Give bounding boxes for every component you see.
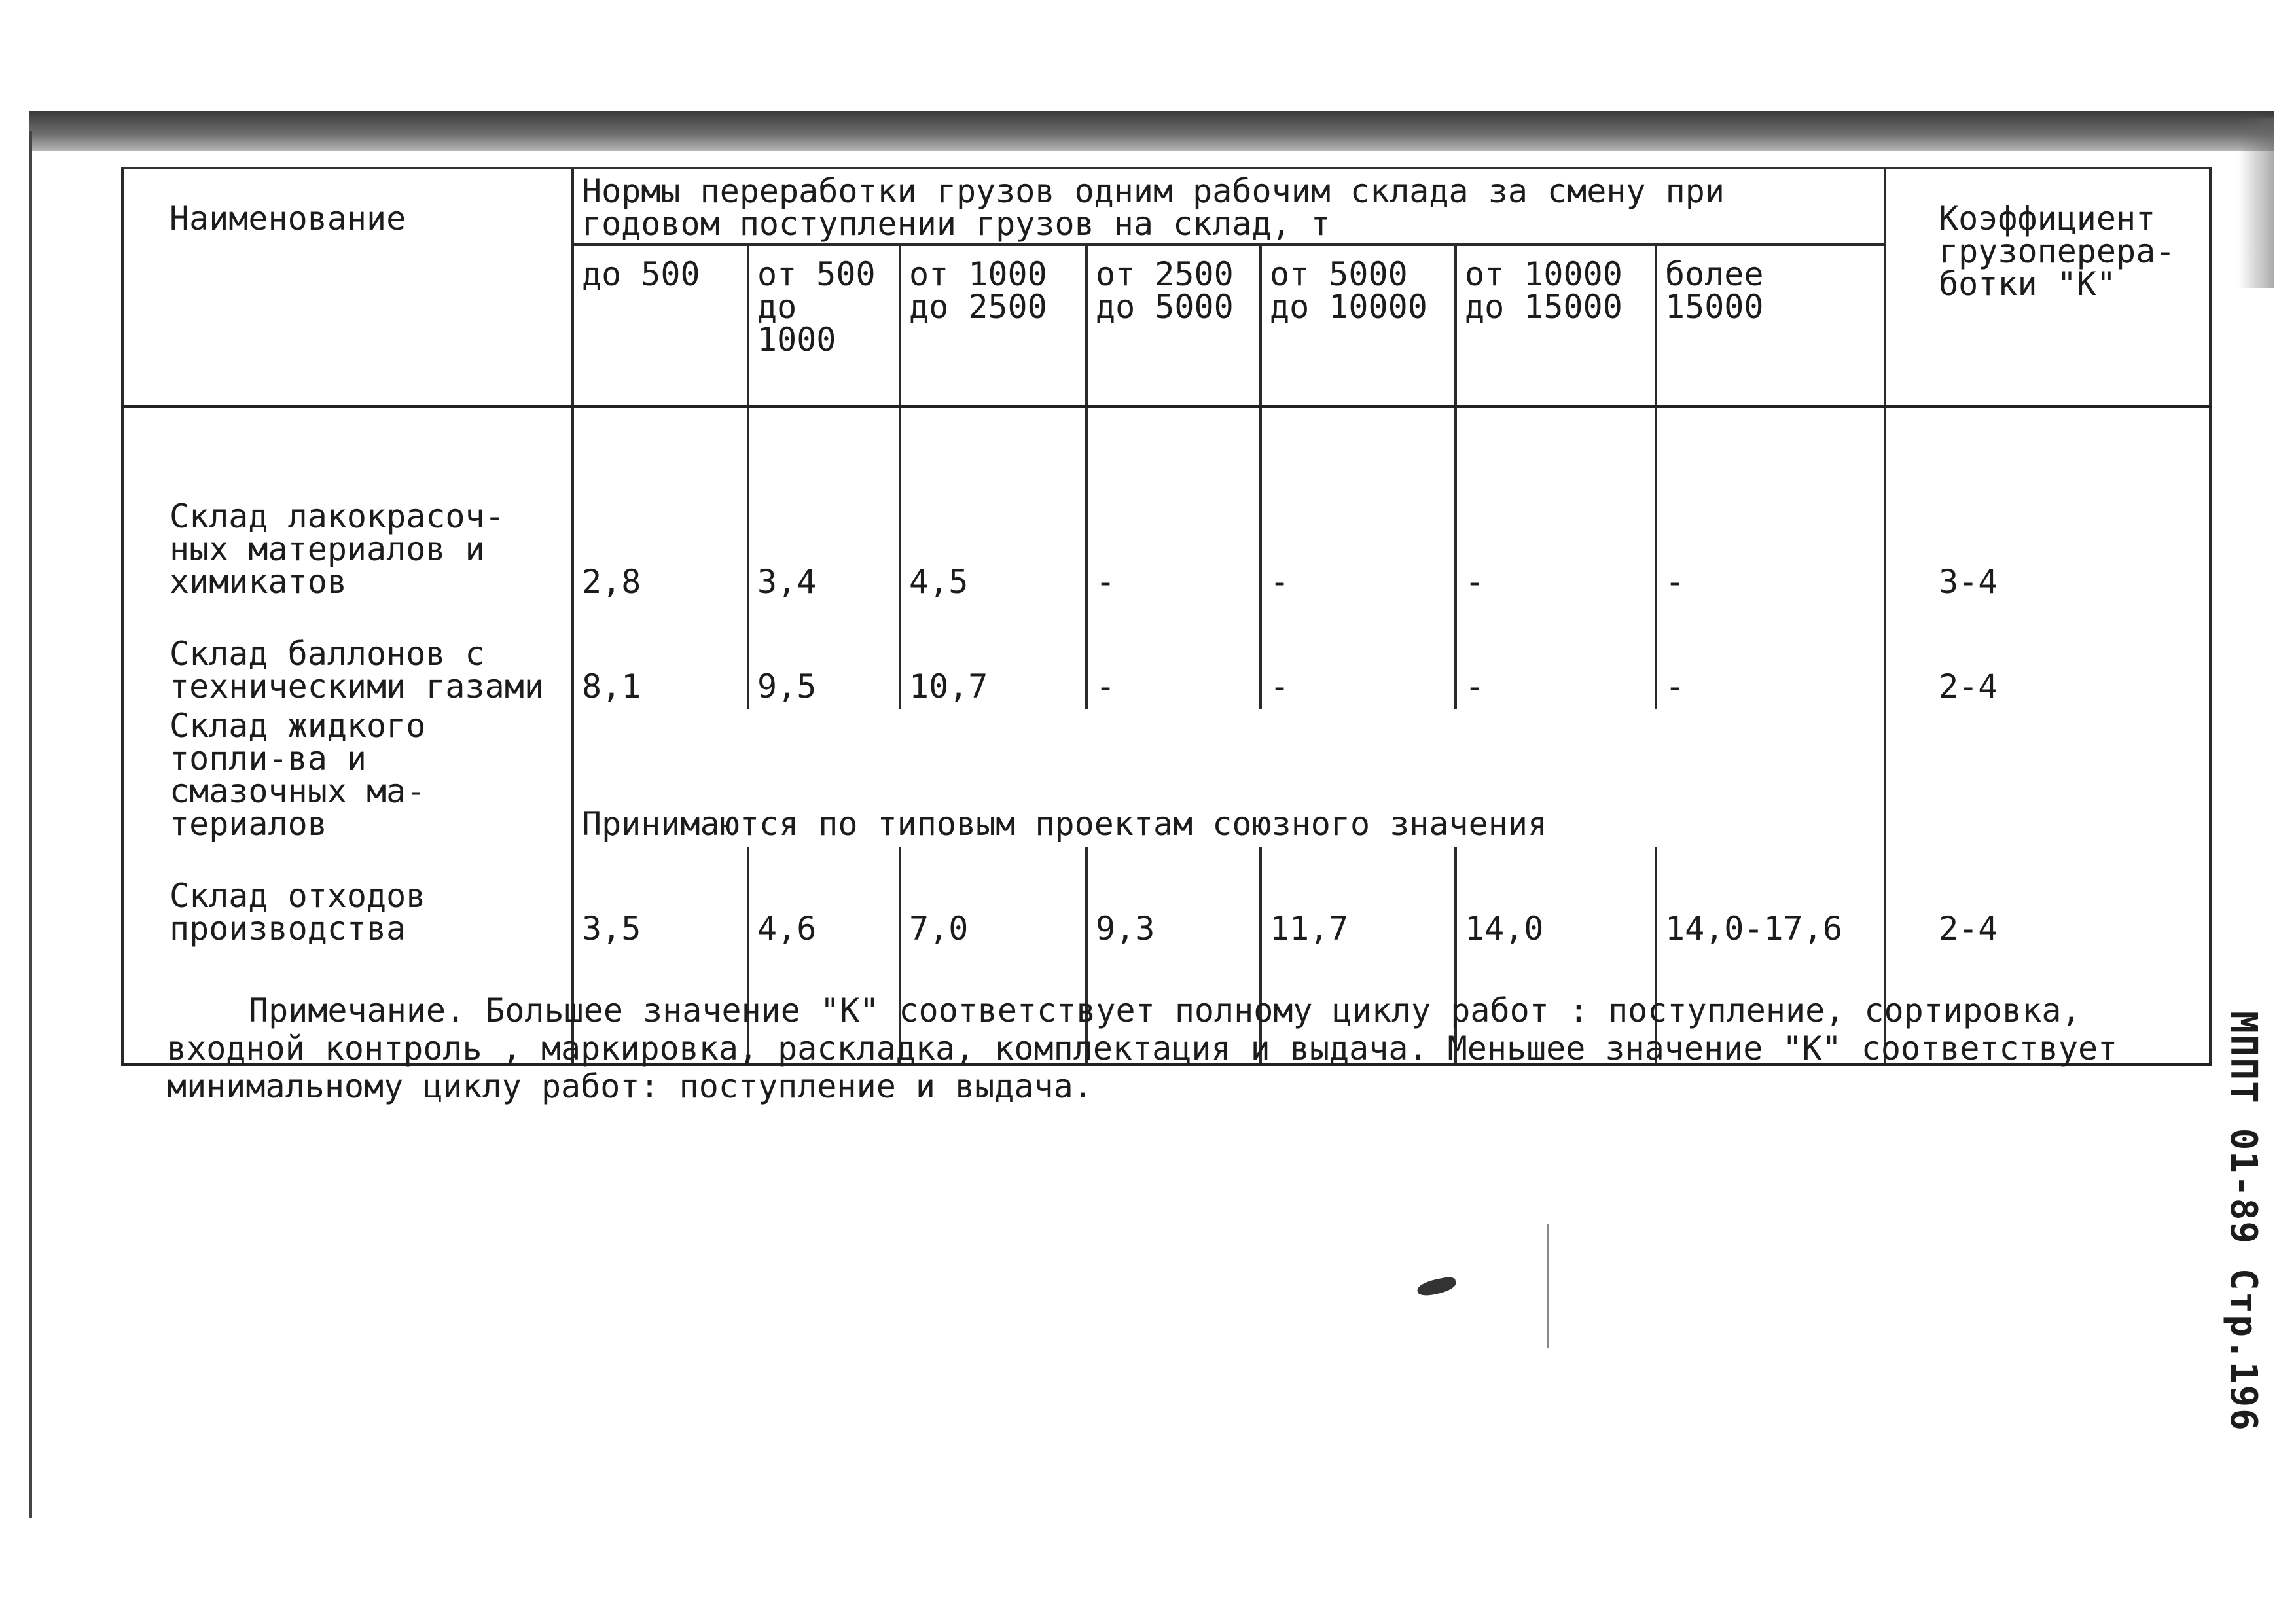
cell-value: 14,0-17,6 — [1656, 847, 1885, 952]
cell-value: - — [1456, 407, 1656, 605]
scan-artifact-line — [1547, 1224, 1549, 1348]
cell-value: 8,1 — [573, 605, 748, 709]
cell-value: - — [1086, 407, 1261, 605]
cell-value: - — [1086, 605, 1261, 709]
cell-coefficient: 3-4 — [1885, 407, 2210, 605]
cell-value: - — [1656, 605, 1885, 709]
cell-value: 10,7 — [900, 605, 1086, 709]
cell-coefficient: 2-4 — [1885, 605, 2210, 709]
cell-value: 3,5 — [573, 847, 748, 952]
header-row-top — [122, 168, 2210, 245]
cell-value: 7,0 — [900, 847, 1086, 952]
cell-value: 2,8 — [573, 407, 748, 605]
header-col-1: до 500 — [573, 245, 748, 407]
cell-value: - — [1456, 605, 1656, 709]
scan-left-edge — [29, 131, 32, 1518]
cell-value: 14,0 — [1456, 847, 1656, 952]
header-col-4: от 2500 до 5000 — [1086, 245, 1261, 407]
cell-value: 4,5 — [900, 407, 1086, 605]
cell-value: - — [1261, 407, 1456, 605]
header-col-2: от 500 до 1000 — [748, 245, 900, 407]
ink-smudge — [1416, 1275, 1457, 1298]
table-note: Примечание. Большее значение "К" соответствует полному циклу работ : поступление, сортировка, входной контроль , маркировка, раскладка, комплектация и выдача. Меньшее значение "К" соответствует минимальному циклу работ: поступление и выдача. — [167, 991, 2118, 1105]
cell-value: 4,6 — [748, 847, 900, 952]
header-col-6: от 10000 до 15000 — [1456, 245, 1656, 407]
cell-spanning-note: Принимаются по типовым проектам союзного значения — [573, 709, 1885, 847]
norms-table — [121, 167, 2212, 1066]
cell-value: 11,7 — [1261, 847, 1456, 952]
scan-right-shadow — [2238, 118, 2274, 288]
cell-value: - — [1261, 605, 1456, 709]
cell-coefficient — [1885, 709, 2210, 847]
header-norms: Нормы переработки грузов одним рабочим склада за смену при годовом поступлении грузов на склад, т — [573, 168, 1885, 245]
header-col-7: более 15000 — [1656, 245, 1885, 407]
row-name: Склад баллонов с техническими газами — [122, 605, 573, 709]
header-coefficient: Коэффициент грузоперера-ботки "К" — [1885, 168, 2210, 407]
cell-value: 3,4 — [748, 407, 900, 605]
table-row — [122, 847, 2210, 952]
header-col-3: от 1000 до 2500 — [900, 245, 1086, 407]
cell-value: 9,3 — [1086, 847, 1261, 952]
cell-coefficient: 2-4 — [1885, 847, 2210, 952]
table-row — [122, 709, 2210, 847]
table-row — [122, 407, 2210, 605]
row-name: Склад отходов производства — [122, 847, 573, 952]
header-col-5: от 5000 до 10000 — [1261, 245, 1456, 407]
row-name: Склад лакокрасоч-ных материалов и химикатов — [122, 407, 573, 605]
row-name: Склад жидкого топли-ва и смазочных ма-териалов — [122, 709, 573, 847]
table-row — [122, 605, 2210, 709]
page-reference: МППТ 01-89 Стр.196 — [2222, 1011, 2265, 1432]
cell-value: 9,5 — [748, 605, 900, 709]
header-name: Наименование — [122, 168, 573, 407]
scan-top-shadow — [29, 111, 2274, 151]
cell-value: - — [1656, 407, 1885, 605]
